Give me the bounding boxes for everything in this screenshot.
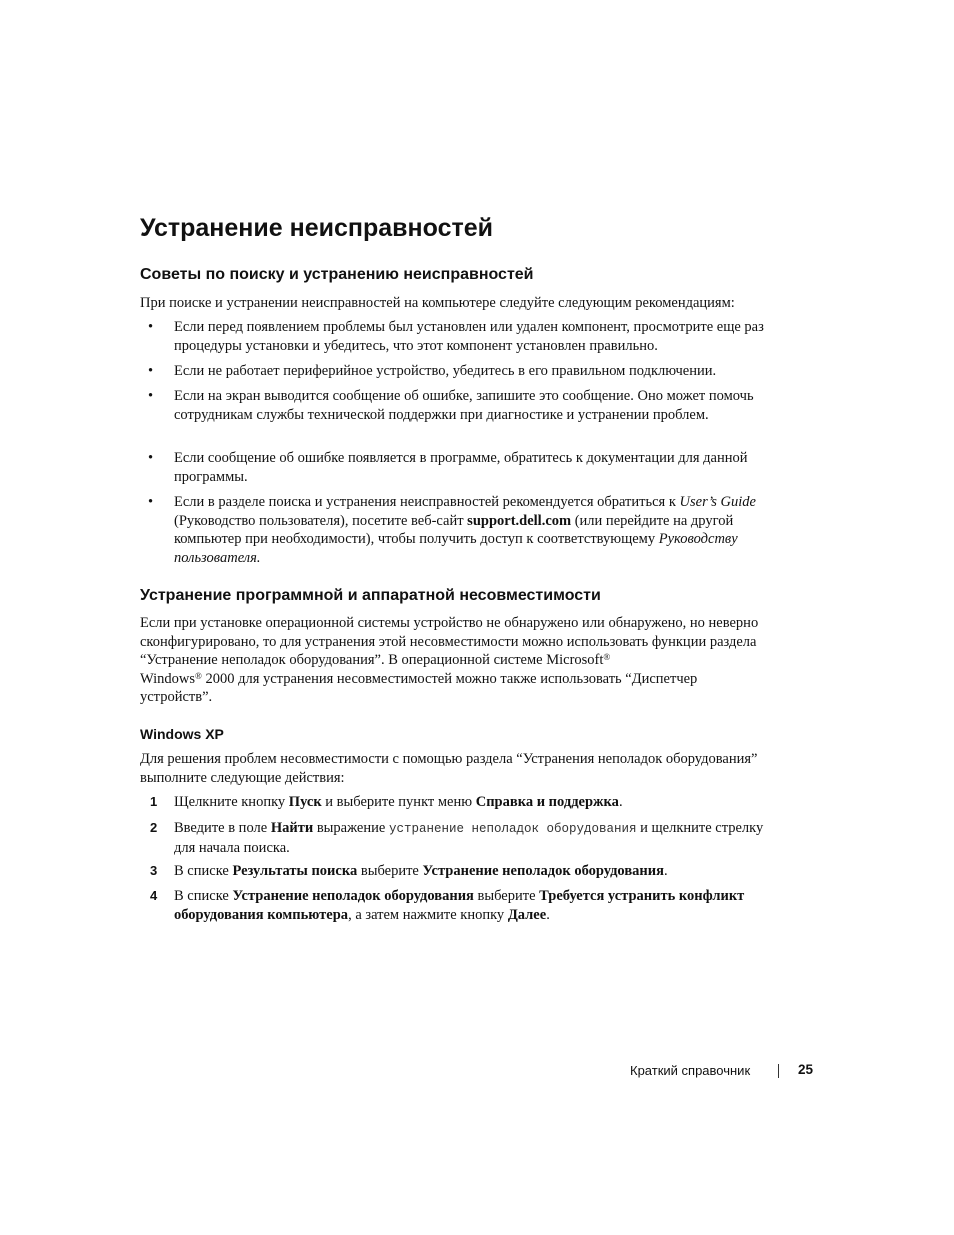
bullet-marker: •	[148, 494, 154, 510]
step-text: Щелкните кнопку	[174, 794, 289, 810]
compat-text: 2000 для устранения несовместимостей можно также использовать “Диспетчер устройств”.	[140, 670, 698, 705]
section-heading-tips: Советы по поиску и устранению неисправностей	[140, 266, 534, 283]
ui-term: Справка и поддержка	[475, 794, 619, 810]
compat-text: Windows	[140, 670, 195, 687]
step-item	[174, 793, 764, 812]
bullet-item-user-guide	[174, 493, 764, 567]
ui-term: Требуется устранить конфликт оборудования компьютера	[174, 888, 745, 923]
section-heading-compat: Устранение программной и аппаратной несовместимости	[140, 587, 601, 604]
step-item	[174, 862, 764, 881]
bullet-item: Если сообщение об ошибке появляется в программе, обратитесь к документации для данной программы.	[174, 450, 748, 485]
ui-term: Устранение неполадок оборудования	[422, 863, 664, 879]
bullet-item: Если на экран выводится сообщение об ошибке, запишите это сообщение. Оно может помочь сотрудникам службы технической поддержки при диагностике и устранении проблем.	[174, 388, 754, 423]
bullet-text: (Руководство пользователя), посетите веб-сайт	[174, 512, 468, 529]
ui-term: Результаты поиска	[232, 863, 358, 879]
step-item	[174, 887, 764, 924]
bullet-item: Если перед появлением проблемы был установлен или удален компонент, просмотрите еще раз процедуры установки и убедитесь, что этот компонент установлен правильно.	[174, 319, 764, 354]
step-text: выберите	[357, 863, 423, 879]
support-site-link[interactable]: support.dell.com	[467, 512, 572, 529]
step-item	[174, 819, 764, 857]
step-text: и щелкните стрелку для начала поиска.	[174, 820, 764, 856]
step-text: выражение	[313, 820, 389, 836]
bullet-marker: •	[148, 319, 154, 335]
bullet-marker: •	[148, 450, 154, 466]
step-text: , а затем нажмите кнопку	[348, 906, 508, 923]
step-text: выберите	[473, 888, 540, 904]
section-intro-winxp: Для решения проблем несовместимости с помощью раздела “Устранения неполадок оборудования” выполните следующие действия:	[140, 751, 758, 786]
bullet-marker: •	[148, 388, 154, 404]
footer-label: Краткий справочник	[630, 1063, 751, 1078]
bullet-item: Если не работает периферийное устройство, убедитесь в его правильном подключении.	[174, 363, 717, 379]
step-text: Введите в поле	[174, 820, 271, 836]
search-phrase-code: устранение неполадок оборудования	[388, 822, 637, 836]
section-intro-tips: При поиске и устранении неисправностей на компьютере следуйте следующим рекомендациям:	[140, 295, 735, 311]
step-number: 1	[150, 794, 158, 809]
step-text: В списке	[174, 888, 233, 904]
step-text: .	[546, 906, 550, 923]
user-guide-title-en: User’s Guide	[679, 494, 756, 510]
registered-mark: ®	[603, 652, 611, 662]
section-heading-winxp: Windows XP	[140, 726, 224, 742]
section-body-compat	[140, 614, 760, 707]
ui-term: Пуск	[288, 794, 322, 810]
step-text: .	[663, 863, 668, 879]
ui-term: Устранение неполадок оборудования	[232, 888, 474, 904]
page-number: 25	[798, 1062, 814, 1077]
bullet-marker: •	[148, 363, 154, 379]
step-number: 3	[150, 863, 158, 878]
registered-mark: ®	[195, 670, 202, 681]
step-number: 2	[150, 820, 158, 835]
bullet-text: (или перейдите на другой компьютер при необходимости), чтобы получить доступ к соответствующему	[174, 512, 734, 547]
bullet-text: Если в разделе поиска и устранения неисправностей рекомендуется обратиться к	[174, 494, 680, 510]
step-text: и выберите пункт меню	[321, 794, 476, 810]
compat-text: Если при установке операционной системы устройство не обнаружено или обнаружено, но неверно сконфигурировано, то для устранения этой несовместимости можно использовать функции раздела “Устранение неполадок оборудования”. В операционной системе Microsoft	[140, 615, 759, 668]
page-title: Устранение неисправностей	[140, 214, 494, 242]
ui-term: Далее	[507, 906, 547, 923]
footer-divider	[778, 1064, 779, 1078]
ui-term: Найти	[270, 820, 314, 836]
step-text: .	[618, 794, 623, 810]
step-number: 4	[150, 888, 158, 903]
user-guide-title-ru: Руководству пользователя.	[174, 531, 738, 566]
step-text: В списке	[174, 863, 233, 879]
